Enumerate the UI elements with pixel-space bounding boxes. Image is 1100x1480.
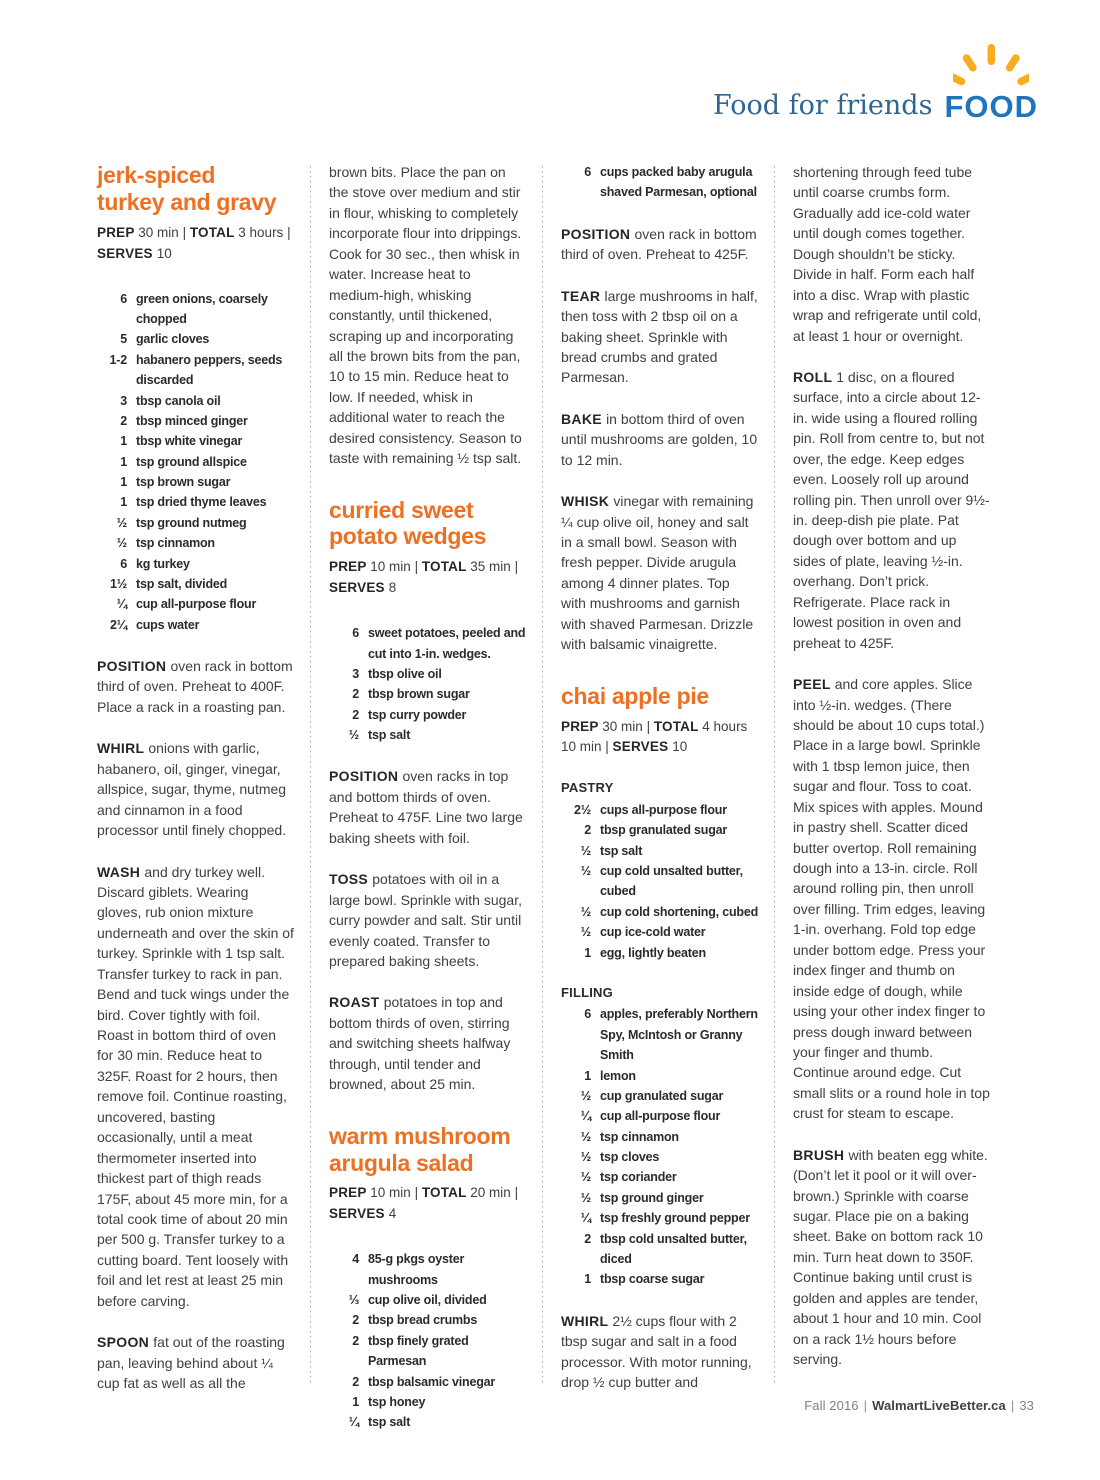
column-2 bbox=[329, 162, 526, 1430]
ingredient-text: tbsp canola oil bbox=[136, 393, 221, 408]
ingredient-quantity: ½ bbox=[580, 1170, 591, 1185]
ingredient-row bbox=[329, 725, 526, 745]
step-paragraph: BRUSH with beaten egg white. (Don’t let it pool or it will over-brown.) Sprinkle with coarse sugar. Place pie on a baking sheet. Bake on bottom rack 10 min. Turn heat down to 350F. Continue baking until crust is golden and apples are tender, about 1 hour and 10 min. Cool on a rack 1½ hours before serving. bbox=[793, 1146, 988, 1368]
meta-value: 8 bbox=[388, 580, 397, 596]
meta-value: 35 min bbox=[470, 559, 511, 575]
ingredient-row bbox=[329, 1249, 526, 1290]
ingredient-quantity: ¼ bbox=[116, 597, 127, 612]
ingredient-row bbox=[561, 1127, 758, 1147]
step-paragraph: BAKE in bottom third of oven until mushrooms are golden, 10 to 12 min. bbox=[561, 410, 758, 468]
ingredient-quantity: 2 bbox=[352, 1313, 359, 1328]
ingredient-list bbox=[561, 800, 758, 963]
ingredient-row bbox=[97, 452, 294, 472]
ingredient-quantity: 2 bbox=[352, 687, 359, 702]
ingredient-text: tsp ground allspice bbox=[136, 454, 247, 469]
ingredient-text: tbsp finely grated Parmesan bbox=[368, 1333, 469, 1369]
ingredient-quantity: ½ bbox=[116, 515, 127, 530]
ingredient-quantity: ½ bbox=[580, 864, 591, 878]
ingredient-quantity: 1 bbox=[584, 945, 591, 960]
ingredient-text: tsp cinnamon bbox=[136, 536, 215, 551]
ingredient-text: cups all-purpose flour bbox=[600, 802, 727, 817]
ingredient-text: tsp cinnamon bbox=[600, 1129, 679, 1144]
ingredient-list bbox=[329, 623, 526, 745]
ingredient-row bbox=[97, 329, 294, 349]
ingredient-row bbox=[97, 289, 294, 330]
footer-separator: | bbox=[1010, 1398, 1015, 1413]
ingredient-text: sweet potatoes, peeled and cut into 1-in. wedges. bbox=[368, 626, 526, 661]
ingredient-quantity: 6 bbox=[584, 165, 591, 179]
ingredient-row bbox=[561, 841, 758, 861]
meta-separator: | bbox=[410, 559, 422, 575]
ingredient-row bbox=[561, 922, 758, 942]
step-lead-word: ROAST bbox=[329, 994, 384, 1011]
ingredient-text: tsp salt, divided bbox=[136, 576, 228, 591]
step-lead-word: POSITION bbox=[97, 658, 171, 675]
column-3 bbox=[561, 162, 759, 1390]
meta-label: TOTAL bbox=[653, 718, 703, 734]
meta-value: 4 hours 10 min bbox=[561, 718, 748, 755]
ingredient-row bbox=[561, 1086, 758, 1106]
ingredient-row bbox=[561, 1066, 758, 1086]
column-4 bbox=[793, 162, 990, 1385]
ingredient-quantity: 2¼ bbox=[110, 617, 127, 632]
step-paragraph: SPOON fat out of the roasting pan, leaving behind about ¼ cup fat as well as all the bbox=[97, 1334, 285, 1392]
meta-value: 30 min bbox=[602, 718, 643, 734]
ingredient-text: habanero peppers, seeds discarded bbox=[136, 352, 283, 388]
ingredient-quantity: ¼ bbox=[348, 1415, 359, 1430]
recipe-meta bbox=[329, 1183, 526, 1225]
step-paragraph: POSITION oven rack in bottom third of oven. Preheat to 400F. Place a rack in a roasting pan. bbox=[97, 658, 293, 715]
ingredient-text: tbsp brown sugar bbox=[368, 687, 470, 702]
ingredient-text: egg, lightly beaten bbox=[600, 945, 706, 960]
ingredient-row bbox=[561, 820, 758, 840]
ingredient-quantity: ½ bbox=[580, 904, 591, 919]
ingredient-row bbox=[561, 800, 758, 820]
step-lead-word: SPOON bbox=[97, 1334, 154, 1351]
meta-value: 3 hours bbox=[238, 224, 284, 240]
step-paragraph: ROAST potatoes in top and bottom thirds of oven, stirring and switching sheets halfway through, until tender and browned, about 25 min. bbox=[329, 994, 511, 1093]
ingredient-quantity: 1 bbox=[352, 1394, 359, 1409]
ingredient-text: garlic cloves bbox=[136, 332, 210, 347]
recipe-title bbox=[97, 162, 294, 216]
ingredient-row bbox=[561, 943, 758, 963]
page-footer bbox=[804, 1398, 1034, 1413]
ingredient-row bbox=[97, 431, 294, 451]
step-paragraph: WHIRL 2½ cups flour with 2 tbsp sugar and salt in a food processor. With motor running, drop ½ cup butter and bbox=[561, 1312, 752, 1390]
ingredient-quantity: ½ bbox=[580, 843, 591, 858]
ingredient-text: tbsp coarse sugar bbox=[600, 1272, 705, 1287]
ingredient-text: cup all-purpose flour bbox=[136, 597, 257, 612]
step-lead-word: POSITION bbox=[329, 768, 403, 785]
ingredient-quantity: ⅓ bbox=[348, 1293, 359, 1307]
ingredient-text: tsp freshly ground pepper bbox=[600, 1211, 750, 1226]
meta-value: 4 bbox=[388, 1206, 397, 1222]
ingredient-text: tsp honey bbox=[368, 1394, 426, 1409]
recipe-title-line: jerk-spiced bbox=[97, 162, 216, 188]
meta-separator: | bbox=[410, 1185, 422, 1201]
recipe-title-line: chai apple pie bbox=[561, 682, 709, 709]
ingredient-row bbox=[329, 705, 526, 725]
ingredient-text: tsp curry powder bbox=[368, 707, 467, 722]
paragraph-continuation: shortening through feed tube until coarse crumbs form. Gradually add ice-cold water until dough comes together. Dough shouldn’t be sticky. Divide in half. Form each half into a disc. Wrap with plastic wrap and refrigerate until cold, at least 1 hour or overnight. bbox=[793, 164, 982, 344]
ingredient-row bbox=[97, 594, 294, 614]
ingredient-text: kg turkey bbox=[136, 556, 190, 571]
ingredient-quantity: 2 bbox=[352, 1374, 359, 1389]
ingredient-row bbox=[561, 1004, 758, 1065]
ingredient-text: cup ice-cold water bbox=[600, 925, 706, 940]
ingredient-quantity: 2 bbox=[120, 413, 127, 428]
meta-label: TOTAL bbox=[421, 1185, 471, 1201]
ingredient-row bbox=[561, 162, 758, 182]
ingredient-text: tsp brown sugar bbox=[136, 475, 231, 490]
ingredient-text: tbsp olive oil bbox=[368, 666, 442, 681]
ingredient-text: tbsp white vinegar bbox=[136, 434, 243, 449]
ingredient-quantity: ¼ bbox=[580, 1211, 591, 1226]
ingredient-quantity: ½ bbox=[580, 925, 591, 940]
ingredient-text: tbsp cold unsalted butter, diced bbox=[600, 1231, 747, 1266]
ingredient-text: cups water bbox=[136, 617, 200, 632]
meta-label: SERVES bbox=[329, 580, 389, 596]
ingredient-row bbox=[561, 1147, 758, 1167]
meta-label: SERVES bbox=[97, 245, 157, 261]
ingredient-quantity: ½ bbox=[116, 536, 127, 551]
meta-label: PREP bbox=[329, 1185, 371, 1201]
ingredient-text: tbsp minced ginger bbox=[136, 413, 248, 428]
meta-value: 30 min bbox=[138, 224, 179, 240]
step-lead-word: BAKE bbox=[561, 410, 607, 427]
meta-separator: | bbox=[178, 224, 190, 240]
step-lead-word: TOSS bbox=[329, 871, 373, 888]
ingredient-quantity: 2 bbox=[352, 1333, 359, 1348]
ingredient-text: 85-g pkgs oyster mushrooms bbox=[368, 1252, 465, 1287]
ingredient-row bbox=[561, 1229, 758, 1270]
step-lead-word: POSITION bbox=[561, 225, 635, 242]
ingredient-quantity: 1 bbox=[584, 1272, 591, 1287]
footer-issue: Fall 2016 bbox=[804, 1398, 859, 1413]
ingredient-text: tbsp bread crumbs bbox=[368, 1313, 478, 1328]
ingredient-quantity: ¼ bbox=[580, 1109, 591, 1124]
ingredient-quantity: 2 bbox=[584, 823, 591, 838]
ingredient-quantity: 1½ bbox=[110, 576, 127, 591]
ingredient-row bbox=[329, 1310, 526, 1330]
ingredient-row bbox=[561, 182, 758, 202]
ingredient-quantity: 1-2 bbox=[109, 352, 127, 367]
ingredient-row bbox=[561, 902, 758, 922]
ingredient-quantity: 2 bbox=[352, 707, 359, 722]
ingredient-quantity: ½ bbox=[348, 728, 359, 743]
recipe-title-line: warm mushroom bbox=[329, 1122, 511, 1149]
step-paragraph: TEAR large mushrooms in half, then toss with 2 tbsp oil on a baking sheet. Sprinkle with bread crumbs and grated Parmesan. bbox=[561, 287, 758, 386]
ingredient-text: apples, preferably Northern Spy, McIntosh or Granny Smith bbox=[600, 1007, 758, 1063]
food-logo bbox=[944, 44, 1038, 122]
ingredient-row bbox=[329, 1412, 526, 1432]
meta-separator: | bbox=[601, 739, 613, 755]
ingredient-quantity: 1 bbox=[120, 475, 127, 490]
ingredient-row bbox=[561, 1188, 758, 1208]
ingredient-list bbox=[561, 162, 758, 203]
footer-separator: | bbox=[863, 1398, 868, 1413]
ingredient-row bbox=[97, 615, 294, 635]
ingredient-row bbox=[329, 1290, 526, 1310]
ingredient-text: tbsp granulated sugar bbox=[600, 823, 728, 838]
recipe-title-line: curried sweet bbox=[329, 496, 474, 523]
meta-label: PREP bbox=[329, 559, 371, 575]
ingredient-quantity: ½ bbox=[580, 1088, 591, 1103]
ingredient-text: tsp salt bbox=[600, 843, 643, 858]
ingredient-quantity: ½ bbox=[580, 1129, 591, 1144]
ingredient-row bbox=[97, 533, 294, 553]
step-paragraph: TOSS potatoes with oil in a large bowl. Sprinkle with sugar, curry powder and salt. Stir until evenly coated. Transfer to prepared baking sheets. bbox=[329, 871, 522, 969]
ingredient-text: cup cold shortening, cubed bbox=[600, 904, 759, 919]
section-tagline: Food for friends bbox=[713, 90, 933, 121]
ingredient-row bbox=[97, 391, 294, 411]
step-lead-word: WHISK bbox=[561, 493, 614, 510]
ingredient-text: cup olive oil, divided bbox=[368, 1293, 487, 1307]
ingredient-row bbox=[561, 1269, 758, 1289]
ingredient-text: tbsp balsamic vinegar bbox=[368, 1374, 496, 1389]
step-paragraph: PEEL and core apples. Slice into ½-in. wedges. (There should be about 10 cups total.) Place in a large bowl. Sprinkle with 1 tbsp lemon juice, then sugar and flour. Toss to coat. Mix spices with apples. Mound in pastry shell. Scatter diced butter overtop. Roll remaining dough into a 13-in. circle. Roll around rolling pin, then unroll over filling. Trim edges, leaving 1-in. overhang. Fold top edge under bottom edge. Press your index finger and thumb on inside edge of dough, while using your other index finger to press dough inward between your finger and thumb. Continue around edge. Cut small slits or a round hole in top crust for steam to escape. bbox=[793, 676, 990, 1122]
ingredient-quantity: ½ bbox=[580, 1190, 591, 1205]
step-lead-word: TEAR bbox=[561, 287, 605, 304]
ingredient-row bbox=[561, 1208, 758, 1228]
step-paragraph: WASH and dry turkey well. Discard giblets. Wearing gloves, rub onion mixture underneath and over the skin of turkey. Sprinkle with 1 tsp salt. Transfer turkey to rack in pan. Bend and tuck wings under the bird. Cover tightly with foil. Roast in bottom third of oven for 30 min. Reduce heat to 325F. Roast for 2 hours, then remove foil. Continue roasting, uncovered, basting occasionally, until a meat thermometer inserted into thickest part of thigh reads 175F, about 45 more min, for a total cook time of about 20 min per 500 g. Transfer turkey to a cutting board. Tent loosely with foil and let rest at least 25 min before carving. bbox=[97, 863, 294, 1309]
ingredient-row bbox=[97, 554, 294, 574]
recipe-meta bbox=[97, 223, 294, 265]
ingredient-row bbox=[97, 472, 294, 492]
ingredient-row bbox=[561, 1167, 758, 1187]
ingredient-text: shaved Parmesan, optional bbox=[600, 185, 757, 200]
step-lead-word: WHIRL bbox=[97, 740, 149, 757]
recipe-title bbox=[561, 683, 758, 710]
ingredient-group-label: PASTRY bbox=[561, 780, 614, 796]
ingredient-row bbox=[97, 411, 294, 431]
ingredient-group-label: FILLING bbox=[561, 984, 613, 1000]
ingredient-text: tsp salt bbox=[368, 1415, 411, 1430]
step-paragraph: ROLL 1 disc, on a floured surface, into a circle about 12-in. wide using a floured rolling pin. Roll from centre to, but not over, the edge. Keep edges even. Loosely roll up around rolling pin. Then unroll over 9½-in. deep-dish pie plate. Pat dough over bottom and up sides of plate, leaving ½-in. overhang. Don’t prick. Refrigerate. Place rack in lowest position in oven and preheat to 425F. bbox=[793, 368, 990, 651]
recipe-title-line: turkey and gravy bbox=[97, 188, 277, 215]
step-paragraph: WHISK vinegar with remaining ¼ cup olive oil, honey and salt in a small bowl. Season with fresh pepper. Divide arugula among 4 dinner plates. Top with mushrooms and garnish with shaved Parmesan. Drizzle with balsamic vinaigrette. bbox=[561, 493, 754, 653]
ingredient-text: tsp salt bbox=[368, 728, 411, 743]
ingredient-row bbox=[329, 1372, 526, 1392]
ingredient-text: tsp dried thyme leaves bbox=[136, 495, 267, 510]
ingredient-quantity: 1 bbox=[120, 454, 127, 469]
paragraph-continuation: brown bits. Place the pan on the stove over medium and stir in flour, whisking to completely incorporate flour into drippings. Cook for 30 sec., then whisk in water. Increase heat to medium-high, whisking constantly, until thickened, scraping up and incorporating all the brown bits from the pan, 10 to 15 min. Reduce heat to low. If needed, whisk in additional water to reach the desired consistency. Season to taste with remaining ½ tsp salt. bbox=[329, 164, 522, 467]
ingredient-quantity: 1 bbox=[120, 495, 127, 510]
ingredient-quantity bbox=[561, 182, 600, 202]
ingredient-text: tsp ground nutmeg bbox=[136, 515, 247, 530]
meta-value: 10 bbox=[156, 245, 172, 261]
ingredient-text: tsp cloves bbox=[600, 1150, 660, 1164]
ingredient-quantity: 4 bbox=[352, 1252, 359, 1267]
meta-value: 20 min bbox=[470, 1185, 511, 1201]
meta-separator: | bbox=[510, 559, 519, 575]
ingredient-quantity: 6 bbox=[120, 291, 127, 306]
ingredient-row bbox=[329, 1331, 526, 1372]
ingredient-row bbox=[329, 684, 526, 704]
ingredient-row bbox=[97, 350, 294, 391]
meta-separator: | bbox=[510, 1185, 519, 1201]
ingredient-quantity: 6 bbox=[352, 626, 359, 641]
ingredient-row bbox=[329, 664, 526, 684]
step-lead-word: ROLL bbox=[793, 368, 837, 385]
recipe-title-line: potato wedges bbox=[329, 523, 487, 550]
step-lead-word: WHIRL bbox=[561, 1312, 613, 1329]
meta-label: TOTAL bbox=[189, 224, 239, 240]
ingredient-text: tsp ground ginger bbox=[600, 1190, 704, 1205]
ingredient-quantity: 3 bbox=[120, 393, 127, 408]
ingredient-text: lemon bbox=[600, 1068, 636, 1083]
meta-label: PREP bbox=[97, 224, 139, 240]
step-lead-word: BRUSH bbox=[793, 1146, 849, 1163]
recipe-meta bbox=[329, 557, 526, 599]
ingredient-list bbox=[329, 1249, 526, 1432]
ingredient-row bbox=[97, 574, 294, 594]
meta-label: SERVES bbox=[612, 739, 673, 755]
step-lead-word: WASH bbox=[97, 863, 145, 880]
ingredient-text: cups packed baby arugula bbox=[600, 165, 753, 179]
column-1 bbox=[97, 162, 294, 1392]
walmart-spark-icon bbox=[953, 44, 1029, 90]
recipe-meta bbox=[561, 717, 758, 759]
ingredient-text: cup granulated sugar bbox=[600, 1088, 724, 1103]
ingredient-quantity: 3 bbox=[352, 666, 359, 681]
ingredient-quantity: 6 bbox=[120, 556, 127, 571]
ingredient-row bbox=[97, 492, 294, 512]
meta-value: 10 min bbox=[370, 559, 411, 575]
meta-separator: | bbox=[283, 224, 291, 240]
step-paragraph: POSITION oven rack in bottom third of oven. Preheat to 425F. bbox=[561, 225, 757, 263]
ingredient-quantity: 1 bbox=[584, 1068, 591, 1083]
footer-site-url: WalmartLiveBetter.ca bbox=[872, 1398, 1006, 1413]
page-header bbox=[713, 44, 1038, 122]
meta-separator: | bbox=[642, 718, 654, 734]
ingredient-list bbox=[561, 1004, 758, 1289]
ingredient-row bbox=[97, 513, 294, 533]
ingredient-quantity: 2½ bbox=[574, 802, 591, 817]
meta-label: PREP bbox=[561, 718, 603, 734]
meta-label: SERVES bbox=[329, 1206, 389, 1222]
food-wordmark: FOOD bbox=[944, 89, 1038, 124]
ingredient-quantity: 5 bbox=[120, 332, 127, 347]
meta-value: 10 min bbox=[370, 1185, 411, 1201]
step-lead-word: PEEL bbox=[793, 676, 835, 693]
meta-label: TOTAL bbox=[421, 559, 471, 575]
recipe-title-line: arugula salad bbox=[329, 1149, 474, 1176]
ingredient-row bbox=[561, 861, 758, 902]
footer-page-number: 33 bbox=[1019, 1398, 1034, 1413]
ingredient-row bbox=[561, 1106, 758, 1126]
ingredient-row bbox=[329, 623, 526, 664]
ingredient-list bbox=[97, 289, 294, 635]
ingredient-text: green onions, coarsely chopped bbox=[136, 291, 268, 327]
ingredient-text: tsp coriander bbox=[600, 1170, 677, 1185]
ingredient-quantity: 1 bbox=[120, 434, 127, 449]
step-paragraph: WHIRL onions with garlic, habanero, oil, ginger, vinegar, allspice, sugar, thyme, nutmeg and cinnamon in a food processor until finely chopped. bbox=[97, 740, 287, 839]
ingredient-quantity: 2 bbox=[584, 1231, 591, 1246]
ingredient-text: cup cold unsalted butter, cubed bbox=[600, 864, 743, 899]
ingredient-row bbox=[329, 1392, 526, 1412]
ingredient-quantity: ½ bbox=[580, 1150, 591, 1164]
ingredient-quantity: 6 bbox=[584, 1007, 591, 1022]
recipe-title bbox=[329, 497, 526, 551]
ingredient-text: cup all-purpose flour bbox=[600, 1109, 721, 1124]
meta-value: 10 bbox=[672, 739, 688, 755]
step-paragraph: POSITION oven racks in top and bottom thirds of oven. Preheat to 475F. Line two large baking sheets with foil. bbox=[329, 768, 523, 846]
recipe-title bbox=[329, 1123, 526, 1177]
